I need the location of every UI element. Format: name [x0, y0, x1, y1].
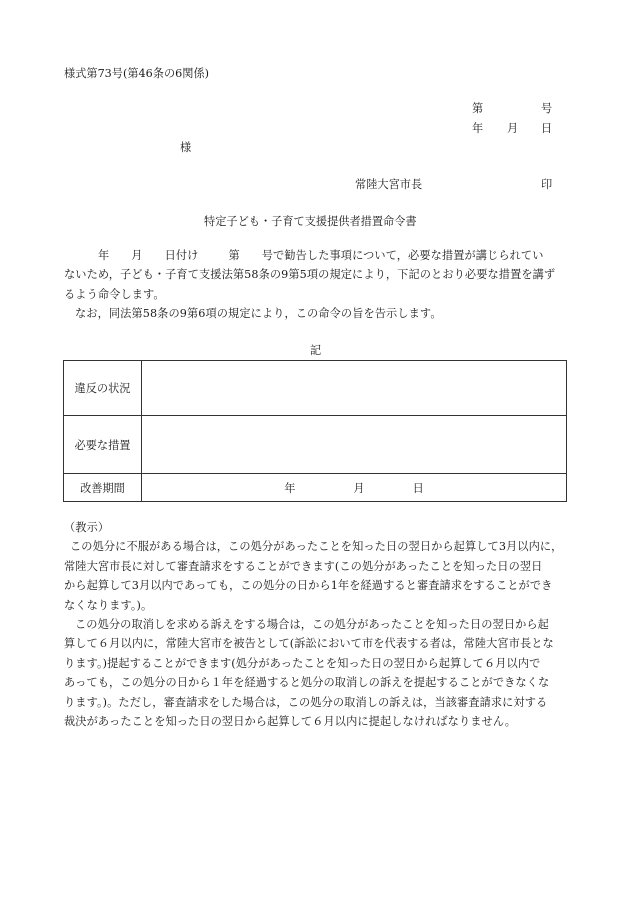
body-text — [64, 246, 567, 324]
document-number-dai: 第 — [472, 102, 484, 115]
violation-label: 違反の状況 — [64, 361, 142, 416]
measures-value[interactable] — [142, 416, 567, 474]
notice-p2-line4: あっても，この処分の日から１年を経過すると処分の取消しの訴えを提起することができなくな — [64, 676, 550, 690]
document-number-go: 号 — [541, 102, 553, 115]
addressee-honorific: 様 — [180, 141, 192, 154]
seal-mark: 印 — [541, 178, 553, 191]
period-day: 日 — [412, 481, 424, 495]
table-row-violation — [64, 361, 567, 416]
notice-p1-line2: 常陸大宮市長に対して審査請求をすることができます(この処分があったことを知った日の翌日 — [64, 559, 543, 573]
period-month: 月 — [353, 481, 365, 495]
notice-p2-line3: ります。)提起することができます(処分があったことを知った日の翌日から起算して６月以内で — [64, 656, 541, 670]
period-label: 改善期間 — [64, 474, 142, 502]
notice-p2-line6: 裁決があったことを知った日の翌日から起算して６月以内に提起しなければなりません。 — [64, 715, 517, 729]
body-month: 月 — [131, 249, 143, 262]
date-month: 月 — [507, 122, 519, 135]
notice-p2-line1: この処分の取消しを求める訴えをする場合は，この処分があったことを知った日の翌日から起 — [75, 618, 549, 632]
violation-value[interactable] — [142, 361, 567, 416]
body-dated: 日付け — [164, 249, 199, 262]
notice-p2-line5: ります。)。ただし，審査請求をした場合は，この処分の取消しの訴えは，当該審査請求に対する — [64, 695, 548, 709]
notice-p2-line2: 算して６月以内に，常陸大宮市を被告として(訴訟において市を代表する者は，常陸大宮市長とな — [64, 637, 554, 651]
measures-table — [63, 360, 567, 502]
period-value[interactable] — [142, 474, 567, 502]
notice-p1-line3: から起算して3月以内であっても，この処分の日から1年を経過すると審査請求をすることができ — [64, 579, 553, 593]
body-line-4: なお，同法第58条の9第6項の規定により，この命令の旨を告示します。 — [75, 307, 442, 321]
ki-label: 記 — [310, 344, 322, 357]
table-row-measures — [64, 416, 567, 474]
body-line-3: るよう命令します。 — [64, 287, 165, 301]
form-number: 様式第73号(第46条の6関係) — [64, 67, 210, 80]
issuer-name: 常陸大宮市長 — [355, 178, 423, 191]
table-row-period — [64, 474, 567, 502]
notice-section — [64, 518, 574, 731]
date-day: 日 — [541, 122, 553, 135]
document-title: 特定子ども・子育て支援提供者措置命令書 — [204, 215, 417, 228]
body-number-dai: 第 — [228, 249, 240, 262]
body-line-2: ないため，子ども・子育て支援法第58条の9第5項の規定により，下記のとおり必要な措置を講ず — [64, 268, 556, 282]
body-line-1 — [64, 246, 567, 265]
measures-label: 必要な措置 — [64, 416, 142, 474]
period-year: 年 — [284, 481, 296, 495]
body-year: 年 — [98, 249, 110, 262]
date-year: 年 — [472, 122, 484, 135]
body-line-1-rest: 号で勧告した事項について，必要な措置が講じられてい — [261, 249, 544, 262]
notice-p1-line1: この処分に不服がある場合は，この処分があったことを知った日の翌日から起算して3月以内に， — [70, 540, 563, 554]
notice-p1-line4: なくなります。)。 — [64, 598, 153, 612]
notice-heading: （教示） — [64, 521, 110, 534]
